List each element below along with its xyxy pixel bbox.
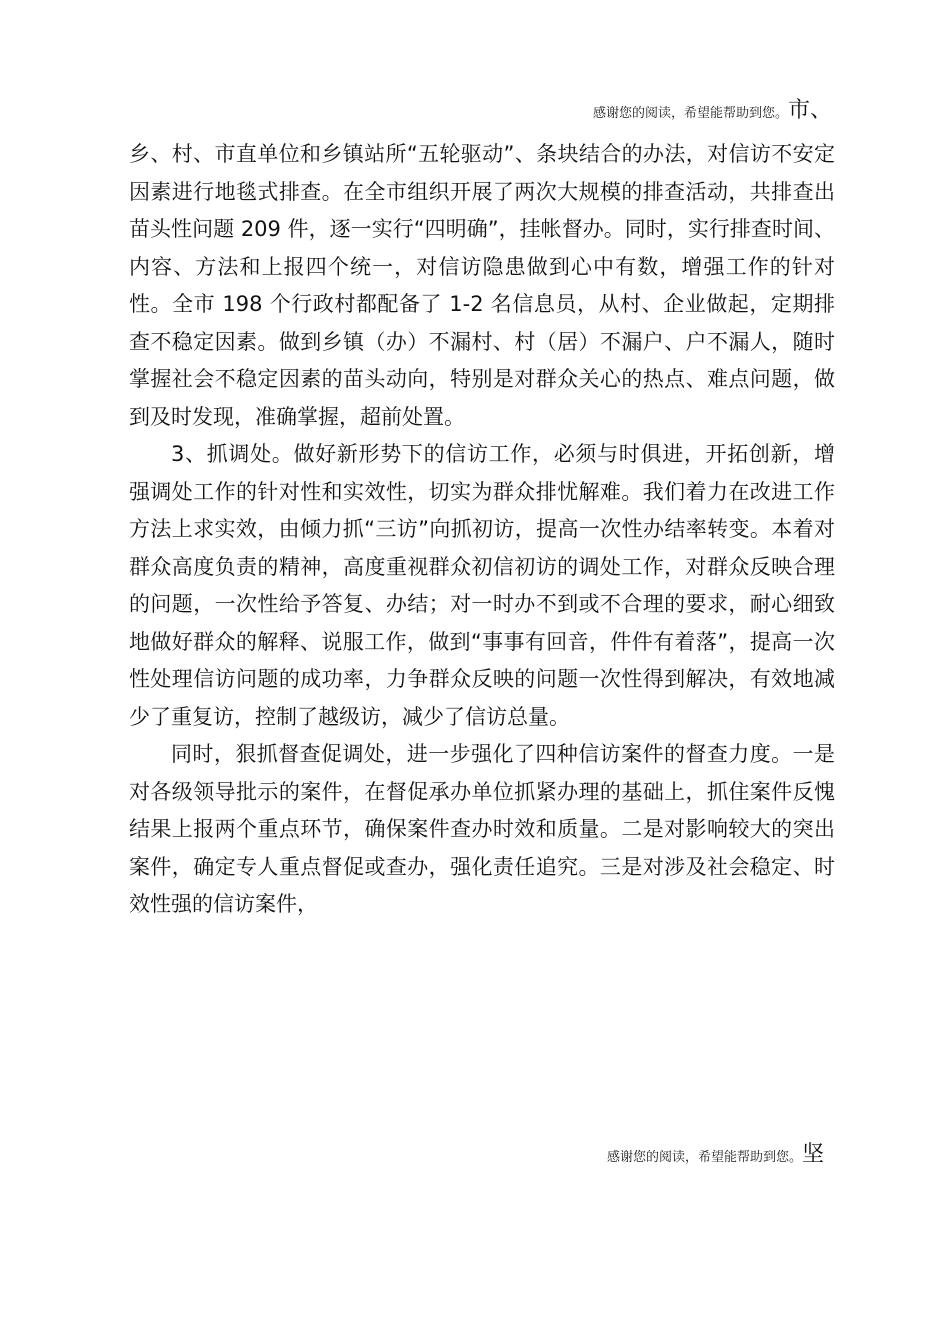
paragraph-1: 乡、村、市直单位和乡镇站所“五轮驱动”、条块结合的办法，对信访不安定因素进行地毯式排查。在全市组织开展了两次大规模的排查活动，共排查出苗头性问题 209 件，逐一实行“四明确”，挂帐督办。同时，实行排查时间、内容、方法和上报四个统一，对信访隐患做到心中有数，增强工作的针对性。全市 198 个行政村都配备了 1-2 名信息员，从村、企业做起，定期排查不稳定因素。做到乡镇（办）不漏村、村（居）不漏户、户不漏人，随时掌握社会不稳定因素的苗头动向，特别是对群众关心的热点、难点问题，做到及时发现，准确掌握，超前处置。	[129, 142, 835, 429]
paragraph-3: 同时，狠抓督查促调处，进一步强化了四种信访案件的督查力度。一是对各级领导批示的案件，在督促承办单位抓紧办理的基础上，抓住案件反愧结果上报两个重点环节，确保案件查办时效和质量。二是对影响较大的突出案件，确定专人重点督促或查办，强化责任追究。三是对涉及社会稳定、时效性强的信访案件，	[129, 742, 835, 916]
footer-note: 感谢您的阅读，希望能帮助到您。	[606, 1150, 802, 1165]
paragraph-2: 3、抓调处。做好新形势下的信访工作，必须与时俱进，开拓创新，增强调处工作的针对性和实效性，切实为群众排忧解难。我们着力在改进工作方法上求实效，由倾力抓“三访”向抓初访，提高一次性办结率转变。本着对群众高度负责的精神，高度重视群众初信初访的调处工作，对群众反映合理的问题，一次性给予答复、办结；对一时办不到或不合理的要求，耐心细致地做好群众的解释、说服工作，做到“事事有回音，件件有着落”，提高一次性处理信访问题的成功率，力争群众反映的问题一次性得到解决，有效地减少了重复访，控制了越级访，减少了信访总量。	[129, 442, 835, 729]
page-header	[593, 96, 832, 129]
header-note: 感谢您的阅读，希望能帮助到您。	[592, 106, 788, 121]
page-footer	[607, 1140, 824, 1173]
footer-carry-text: 坚	[801, 1142, 824, 1167]
document-body	[129, 136, 835, 924]
header-carry-text: 市、	[787, 98, 832, 123]
